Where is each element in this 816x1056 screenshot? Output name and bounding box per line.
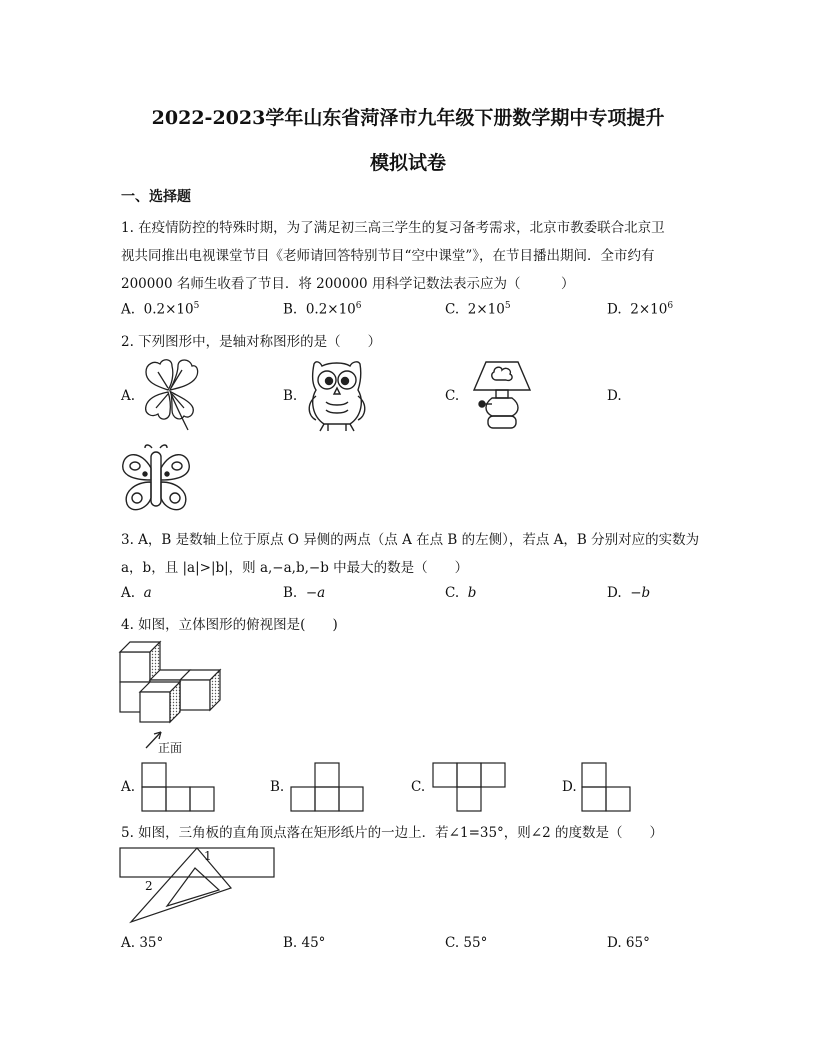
q1-line-3: 200000 名师生收看了节目．将 200000 用科学记数法表示应为（ ） (121, 276, 575, 292)
top-view-option-b (290, 762, 364, 812)
triangle-rectangle-figure (119, 846, 279, 926)
q3-line-1: 3. A，B 是数轴上位于原点 O 异侧的两点（点 A 在点 B 的左侧），若点 A，B 分别对应的实数为 (121, 532, 700, 548)
q1-option-c[interactable]: C. $2\times 10^5$ (445, 301, 511, 318)
q2-option-d-label[interactable]: D. (607, 388, 622, 404)
q4-stem: 4. 如图，立体图形的俯视图是( ) (121, 617, 338, 633)
q1-line-1: 1. 在疫情防控的特殊时期，为了满足初三高三学生的复习备考需求，北京市教委联合北京卫 (121, 220, 665, 236)
q5-option-b[interactable]: B. 45° (283, 935, 326, 951)
clover-figure (138, 356, 202, 432)
q1-line-2: 视共同推出电视课堂节目《老师请回答特别节目“空中课堂”》，在节目播出期间．全市约有 (121, 248, 655, 264)
q3-option-b[interactable]: B. −a (283, 585, 326, 601)
q3-line-2: a，b，且 |a|>|b|，则 a,−a,b,−b 中最大的数是（ ） (121, 560, 469, 576)
q2-option-c-label[interactable]: C. (445, 388, 460, 404)
lamp-figure (466, 356, 536, 434)
owl-figure (300, 356, 372, 434)
q4-option-b-label[interactable]: B. (270, 779, 285, 795)
q2-stem: 2. 下列图形中，是轴对称图形的是（ ） (121, 334, 382, 350)
q2-option-b-label[interactable]: B. (283, 388, 298, 404)
q5-option-a[interactable]: A. 35° (121, 935, 164, 951)
page-subtitle: 模拟试卷 (369, 152, 446, 174)
q1-option-a[interactable]: A. $0.2\times 10^5$ (121, 301, 200, 318)
top-view-option-d (581, 762, 631, 812)
angle-2-label: 2 (145, 879, 153, 893)
q4-option-a-label[interactable]: A. (121, 779, 136, 795)
top-view-option-c (432, 762, 506, 812)
q5-option-d[interactable]: D. 65° (607, 935, 650, 951)
page-title: 2022-2023学年山东省菏泽市九年级下册数学期中专项提升 (151, 107, 665, 129)
q3-option-a[interactable]: A. a (121, 585, 152, 601)
angle-1-label: 1 (204, 849, 212, 863)
top-view-option-a (141, 762, 215, 812)
front-label: 正面 (158, 741, 183, 755)
solid-figure (118, 638, 222, 730)
q4-option-d-label[interactable]: D. (562, 779, 577, 795)
q3-option-c[interactable]: C. b (445, 585, 477, 601)
butterfly-figure (117, 442, 195, 518)
q2-option-a-label[interactable]: A. (121, 388, 136, 404)
q3-option-d[interactable]: D. −b (607, 585, 651, 601)
q1-option-d[interactable]: D. $2\times 10^6$ (607, 301, 674, 318)
q5-stem: 5. 如图，三角板的直角顶点落在矩形纸片的一边上．若∠1=35°，则∠2 的度数是（ ） (121, 825, 664, 841)
q1-option-b[interactable]: B. $0.2\times 10^6$ (283, 301, 362, 318)
q5-option-c[interactable]: C. 55° (445, 935, 488, 951)
section-heading: 一、选择题 (121, 189, 191, 205)
q4-option-c-label[interactable]: C. (411, 779, 426, 795)
